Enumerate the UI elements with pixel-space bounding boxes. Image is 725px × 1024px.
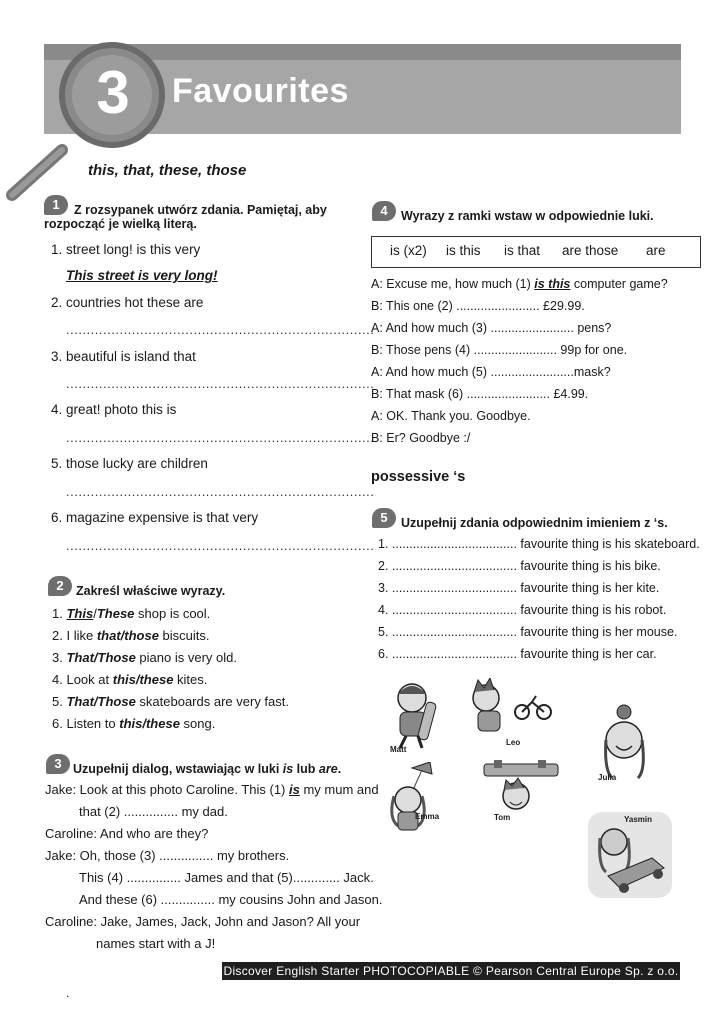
unit-number: 3 xyxy=(96,59,130,126)
dialog-line: names start with a J! xyxy=(96,936,216,951)
section-subtitle: this, that, these, those xyxy=(88,162,247,179)
dialog-line: B: This one (2) ........................ £29.99. xyxy=(371,299,585,313)
yasmin-illustration xyxy=(588,812,672,898)
exercise-5-badge: 5 xyxy=(372,508,396,528)
caption-matt: Matt xyxy=(390,745,407,754)
caption-yasmin: Yasmin xyxy=(624,815,653,824)
exercise-5-item: 3. .................................... favourite thing is her kite. xyxy=(378,581,660,595)
exercise-5-instruction: Uzupełnij zdania odpowiednim imieniem z ‘s. xyxy=(401,516,668,530)
example-answer: This street is very long! xyxy=(66,268,218,283)
exercise-2-item: 1. This/These shop is cool. xyxy=(52,606,211,621)
exercise-1-item: 3. beautiful is island that xyxy=(51,349,196,364)
emma-illustration xyxy=(382,762,462,832)
exercise-2-instruction: Zakreśl właściwe wyrazy. xyxy=(76,584,226,598)
exercise-1-item: 6. magazine expensive is that very xyxy=(51,510,259,525)
exercise-2-item: 4. Look at this/these kites. xyxy=(52,672,208,687)
exercise-2-item: 5. That/Those skateboards are very fast. xyxy=(52,694,289,709)
dialog-line: Caroline: And who are they? xyxy=(45,826,209,841)
dialog-line: B: Those pens (4) ........................ 99p for one. xyxy=(371,343,628,357)
page-title: Favourites xyxy=(172,72,349,110)
word-box-item: is that xyxy=(504,243,541,258)
exercise-1-instruction-cont: rozpocząć je wielką literą. xyxy=(44,217,197,231)
exercise-1-badge: 1 xyxy=(44,195,68,215)
word-box-item: are xyxy=(646,243,666,258)
leo-illustration xyxy=(464,678,554,740)
exercise-3-instruction: Uzupełnij dialog, wstawiając w luki is lub are. xyxy=(73,762,342,776)
exercise-5-item: 4. .................................... favourite thing is his robot. xyxy=(378,603,667,617)
exercise-1-item: 2. countries hot these are xyxy=(51,295,204,310)
answer-line[interactable]: ........................................................................... xyxy=(66,430,375,445)
word-box-item: are those xyxy=(562,243,619,258)
footer-dot: . xyxy=(66,986,70,1000)
dialog-line: And these (6) ............... my cousins John and Jason. xyxy=(79,892,383,907)
dialog-line: that (2) ............... my dad. xyxy=(79,804,228,819)
answer-line[interactable]: ........................................................................... xyxy=(66,484,375,499)
answer-line[interactable]: ........................................................................... xyxy=(66,376,375,391)
dialog-line: Jake: Oh, those (3) ............... my brothers. xyxy=(45,848,290,863)
exercise-2-item: 6. Listen to this/these song. xyxy=(52,716,216,731)
dialog-line: A: And how much (5) ........................mask? xyxy=(371,365,611,379)
section-heading-possessive: possessive ‘s xyxy=(371,469,466,485)
exercise-1-instruction: Z rozsypanek utwórz zdania. Pamiętaj, aby xyxy=(74,203,327,217)
answer-line[interactable]: ........................................................................... xyxy=(66,322,375,337)
dialog-line: A: Excuse me, how much (1) is this computer game? xyxy=(371,277,668,291)
dialog-line: A: And how much (3) ........................ pens? xyxy=(371,321,612,335)
exercise-5-item: 1. .................................... favourite thing is his skateboard. xyxy=(378,537,700,551)
dialog-line: Caroline: Jake, James, Jack, John and Jason? All your xyxy=(45,914,361,929)
dialog-line: B: Er? Goodbye :/ xyxy=(371,431,471,445)
dialog-line: B: That mask (6) ........................ £4.99. xyxy=(371,387,589,401)
caption-leo: Leo xyxy=(506,738,521,747)
exercise-1-item: 5. those lucky are children xyxy=(51,456,208,471)
exercise-1-item: 1. street long! is this very xyxy=(51,242,201,257)
exercise-5-item: 6. .................................... favourite thing is her car. xyxy=(378,647,657,661)
julia-illustration xyxy=(592,700,662,780)
caption-tom: Tom xyxy=(494,813,511,822)
magnifier-icon xyxy=(0,40,170,210)
exercise-2-item: 3. That/Those piano is very old. xyxy=(52,650,237,665)
dialog-line: This (4) ............... James and that (5)............. Jack. xyxy=(79,870,374,885)
caption-emma: Emma xyxy=(415,812,440,821)
exercise-1-item: 4. great! photo this is xyxy=(51,402,177,417)
dialog-line: A: OK. Thank you. Goodbye. xyxy=(371,409,531,423)
word-box-item: is (x2) xyxy=(390,243,427,258)
exercise-5-item: 2. .................................... favourite thing is his bike. xyxy=(378,559,661,573)
footer-copyright: Discover English Starter PHOTOCOPIABLE © Pearson Central Europe Sp. z o.o. xyxy=(223,964,679,978)
caption-julia: Julia xyxy=(598,773,617,782)
exercise-2-item: 2. I like that/those biscuits. xyxy=(52,628,210,643)
exercise-5-item: 5. .................................... favourite thing is her mouse. xyxy=(378,625,678,639)
word-box-item: is this xyxy=(446,243,481,258)
exercise-3-badge: 3 xyxy=(46,754,70,774)
exercise-4-badge: 4 xyxy=(372,201,396,221)
exercise-2-badge: 2 xyxy=(48,576,72,596)
matt-illustration xyxy=(378,676,468,756)
exercise-4-instruction: Wyrazy z ramki wstaw w odpowiednie luki. xyxy=(401,209,654,223)
tom-illustration xyxy=(482,760,562,820)
word-box xyxy=(371,236,701,268)
dialog-line: Jake: Look at this photo Caroline. This (1) is my mum and xyxy=(45,782,379,797)
answer-line[interactable]: ........................................................................... xyxy=(66,538,375,553)
